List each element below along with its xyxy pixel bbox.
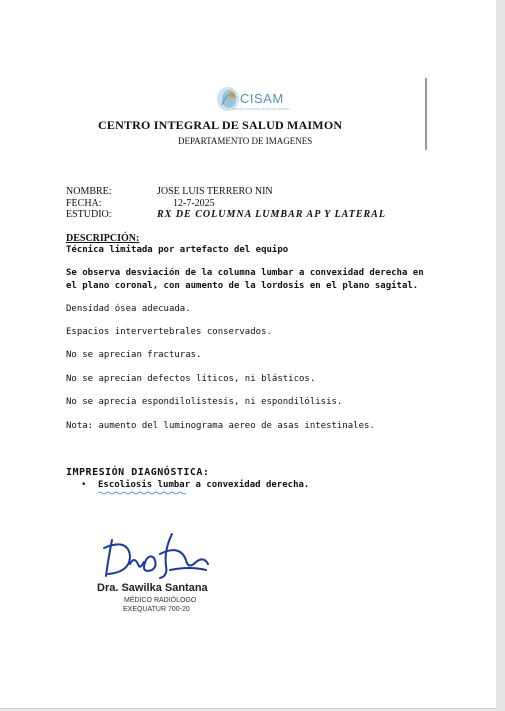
patient-name-value: JOSE LUIS TERRERO NIN [157, 186, 273, 197]
spondylolisthesis-line: No se aprecia espondilolistesis, ni espondilólisis. [66, 397, 343, 407]
date-value: 12-7-2025 [173, 198, 215, 209]
finding-line-1: Se observa desviación de la columna lumbar a convexidad derecha en [66, 268, 424, 278]
description-heading: DESCRIPCIÓN: [66, 233, 140, 244]
fractures-line: No se aprecian fracturas. [66, 350, 202, 360]
disc-spaces-line: Espacios intervertebrales conservados. [66, 327, 272, 337]
logo-text: CISAM [240, 91, 284, 106]
handwritten-signature [100, 530, 212, 584]
logo-subtext: CENTRO INTEGRAL DE SALUD MAIMON [232, 107, 290, 111]
doctor-role: MÉDICO RADIÓLOGO [124, 597, 197, 604]
doctor-exequatur: EXEQUATUR 700-20 [123, 606, 190, 613]
margin-rule [425, 78, 427, 150]
viewer-gutter [496, 0, 505, 711]
impression-item-text: Escoliosis lumbar a convexidad derecha. [98, 480, 310, 490]
study-value: RX DE COLUMNA LUMBAR AP Y LATERAL [157, 209, 386, 220]
department-name: DEPARTAMENTO DE IMAGENES [178, 136, 313, 146]
impression-heading: IMPRESIÓN DIAGNÓSTICA: [66, 467, 210, 478]
study-label: ESTUDIO: [66, 209, 112, 220]
spellcheck-underline [98, 491, 188, 495]
date-label: FECHA: [66, 198, 102, 209]
patient-name-label: NOMBRE: [66, 186, 112, 197]
note-line: Nota: aumento del luminograma aereo de asas intestinales. [66, 421, 375, 431]
lytic-line: No se aprecian defectos líticos, ni blásticos. [66, 374, 316, 384]
bone-density-line: Densidad ósea adecuada. [66, 304, 191, 314]
center-name: CENTRO INTEGRAL DE SALUD MAIMON [98, 118, 343, 132]
finding-line-2: el plano coronal, con aumento de la lordosis en el plano sagital. [66, 281, 419, 291]
technique-note: Técnica limitada por artefacto del equipo [66, 245, 289, 255]
bullet-icon: • [81, 480, 87, 490]
doctor-name: Dra. Sawilka Santana [97, 582, 208, 594]
